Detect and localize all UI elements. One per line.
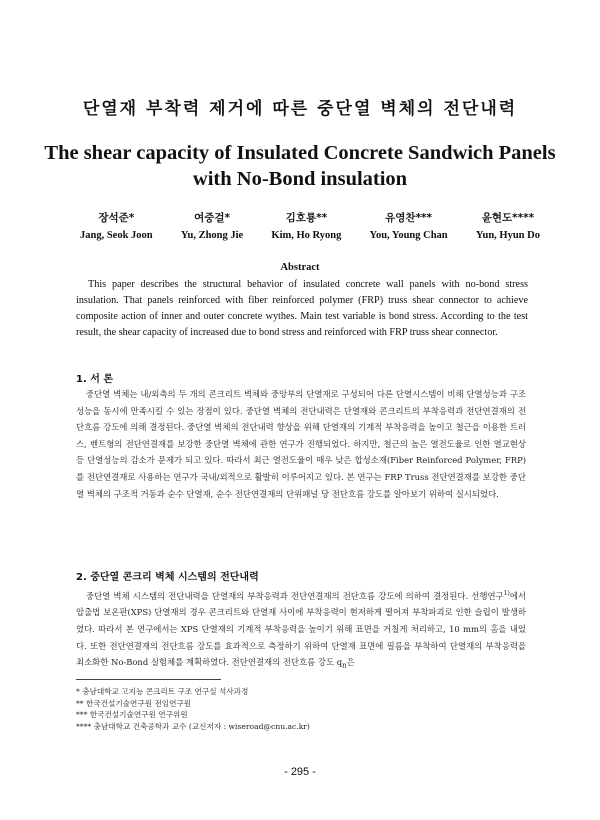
author-name-english: Kim, Ho Ryong [271,230,342,241]
abstract-text: This paper describes the structural behavior of insulated concrete wall panels with no-bond stress insulation. That panels reinforced with fiber reinforced polymer (FRP) truss shear connector to achieve composite action of inner and outer concrete wythes. Main test variable is bond stress. According to the test result, the shear capacity of increased due to bond stress and reinforced with FRP truss shear connector. [76,279,528,338]
footnotes [76,686,526,732]
author-name-english: Yu, Zhong Jie [180,230,244,241]
section-1-heading: 1. 서 론 [76,374,114,385]
section-2-heading: 2. 중단열 콘크리 벽체 시스템의 전단내력 [76,572,259,583]
paper-title-english [40,140,560,192]
author-name-korean: 김호룡** [285,212,328,224]
paper-title-english-line1: The shear capacity of Insulated Concrete Sandwich Panels [44,142,556,164]
author-name-english: Jang, Seok Joon [80,230,153,241]
author-name-korean: 여중걸* [194,212,230,224]
author [80,210,153,241]
paper-title-english-line2: with No-Bond insulation [192,168,408,190]
section-2-body-part-b: 에서 압출법 보온판(XPS) 단열재의 경우 콘크리트와 단열재 사이에 부착응력이 현저하게 떨어져 부착파괴로 인한 슬립이 발생하였다. 따라서 본 연구에서는 XPS 단열재의 기계적 부착응력을 높이기 위해 표면을 거칠게 처리하고, 10 mm의 홈을 내었다. 또한 전단연결재의 전단흐름 강도를 효과적으로 측정하기 위하여 단열재 표면에 필름을 부착하여 단열재의 부착응력을 최소화한 No-Bond 실험체를 계획하였다. 전단연결재의 전단흐름 강도 q [76,590,526,668]
author [370,210,448,241]
abstract-heading: Abstract [280,262,320,273]
paper-title-korean: 단열재 부착력 제거에 따른 중단열 벽체의 전단내력 [82,99,518,119]
author-list [80,210,540,241]
footnote: *** 한국건설기술연구원 연구위원 [76,710,188,719]
footnote: ** 한국건설기술연구원 전임연구원 [76,698,192,708]
subscript-n: n [342,661,347,670]
section-1-body: 중단열 벽체는 내/외측의 두 개의 콘크리트 벽체와 중앙부의 단열재로 구성되어 다른 단열시스템이 비해 단열성능과 구조성능을 동시에 만족시킬 수 있는 장점이 있다. 중단열 벽체의 전단내력은 단열재와 콘크리트의 부착응력과 전단연결재의 전단흐름 강도에 의해 결정된다. 중단열 벽체의 전단내력 향상을 위해 단열재의 기계적 부착응력을 높이고 철근을 이용한 트러스, 벤트형의 전단연결재를 보강한 중단열 벽체에 관한 연구가 진행되었다. 하지만, 철근의 높은 열전도율로 인한 열교현상 등 단열성능의 감소가 문제가 되고 있다. 따라서 최근 열전도율이 매우 낮은 합성소재(Fiber Reinforced Polymer, FRP)를 전단연결재로 사용하는 연구가 국내/외적으로 활발히 이루어지고 있다. 본 연구는 FRP Truss 전단연결재를 보강한 중단열 벽체의 구조적 거동과 순수 단열재, 순수 전단연결재의 단위패널 당 전단흐름 강도를 알아보기 위하여 실시되었다. [76,389,526,499]
section-2-body-part-c: 은 [346,657,355,668]
footnote: **** 충남대학교 건축공학과 교수 (교신저자 : wiseroad@cnu.ac.kr) [76,721,310,731]
author-name-korean: 장석준* [98,212,135,224]
footnote: * 충남대학교 고지능 콘크리트 구조 연구실 석사과정 [76,687,249,696]
author-name-korean: 윤현도**** [481,212,535,224]
author-name-english: You, Young Chan [369,230,448,241]
section-2-body-part-a: 중단열 벽체 시스템의 전단내력을 단열재의 부착응력과 전단연결재의 전단흐름 강도에 의하여 결정된다. 선행연구 [86,590,504,601]
section-2-body [76,586,526,674]
author-name-english: Yun, Hyun Do [475,230,540,241]
citation-superscript: 1) [503,590,510,597]
author [181,210,243,241]
author-name-korean: 유영찬*** [385,212,433,224]
page-number: - 295 - [284,766,316,778]
footnote-divider [76,679,221,680]
author [476,210,540,241]
author [271,210,341,241]
